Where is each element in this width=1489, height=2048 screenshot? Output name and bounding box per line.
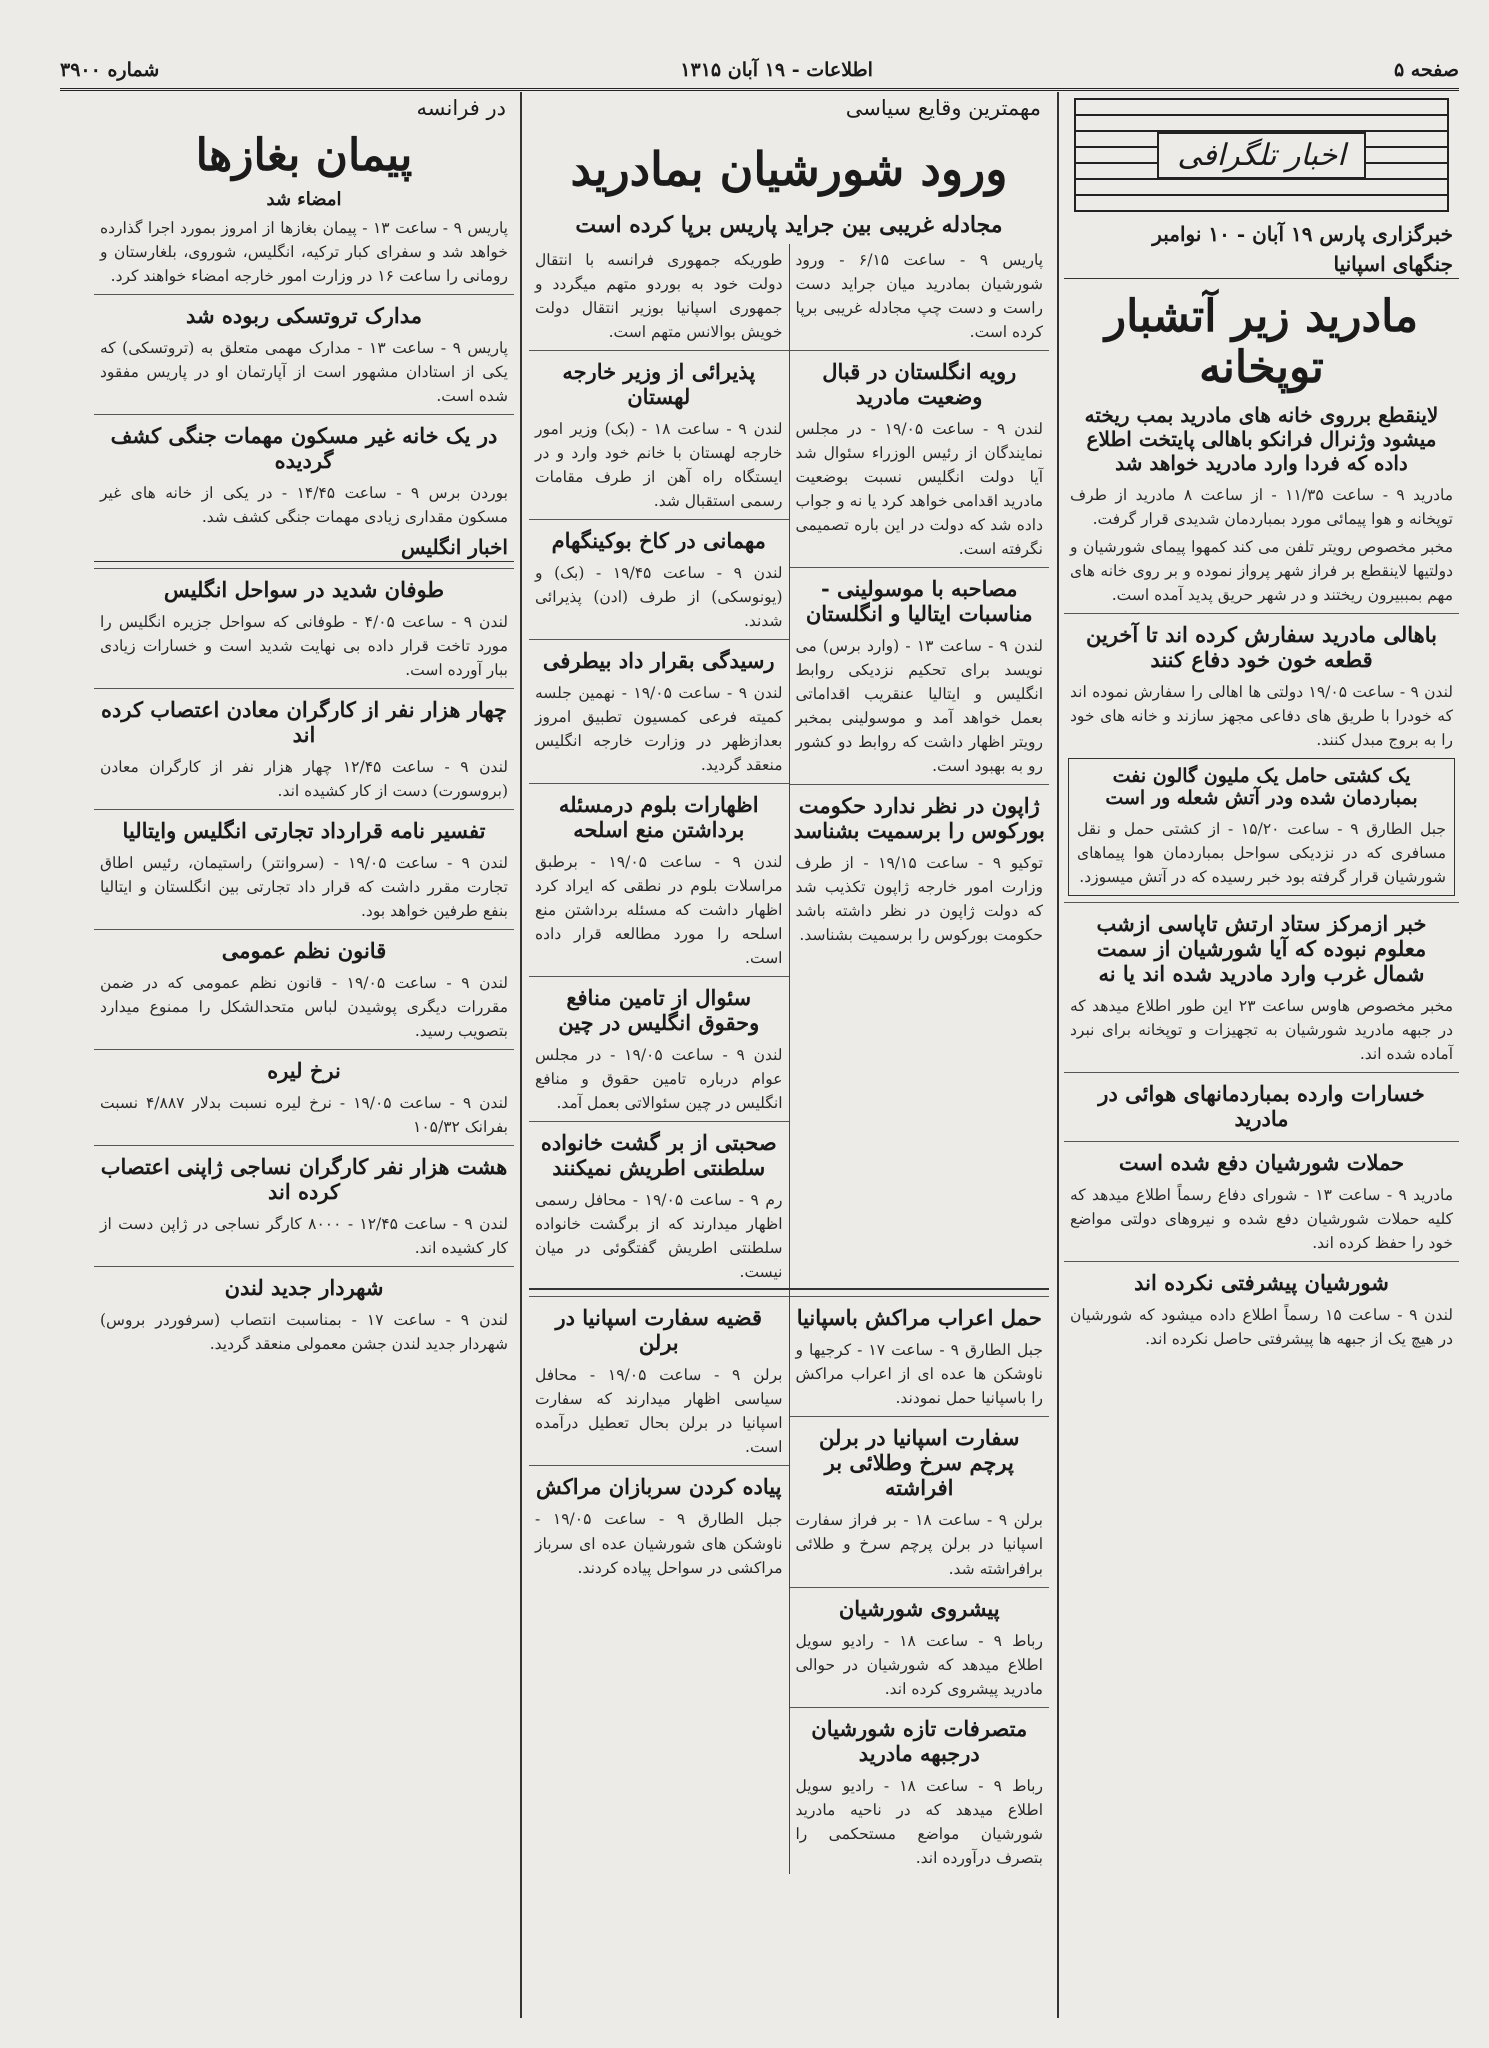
paragraph: مادرید ۹ - ساعت ۱۱/۳۵ - از ساعت ۸ مادرید از طرف توپخانه و هوا پیمائی مورد بمباردمان شدیدی قرار گرفت.	[1070, 486, 1453, 529]
main-headline: مادرید زیر آتشبار توپخانه	[1104, 291, 1419, 393]
page-number: صفحه ۵	[1393, 59, 1459, 81]
column-right	[1064, 92, 1459, 2018]
article-headline: حمل اعراب مراکش باسپانیا	[790, 1296, 1050, 1334]
boxed-article	[1068, 758, 1455, 896]
paragraph: لندن ۹ - ساعت ۱۹/۰۵ دولتی ها اهالی را سفارش نموده اند که خودرا با طریق های دفاعی مجهز سازند و خانه های خود را به بروج مبدل کنند.	[1070, 683, 1454, 750]
article-headline: چهار هزار نفر از کارگران معادن اعتصاب کرده اند	[94, 688, 514, 751]
paragraph: لندن ۹ - ساعت ۱۹/۰۵ - نهمین جلسه کمیته فرعی کمسیون تطبیق امروز بعدازظهر در وزارت خارجه انگلیس منعقد گردید.	[535, 684, 783, 775]
bottom-articles	[529, 1288, 1049, 1873]
article-headline: اظهارات بلوم درمسئله برداشتن منع اسلحه	[529, 783, 789, 846]
article-headline: پذیرائی از وزیر خارجه لهستان	[529, 350, 789, 413]
article-headline: مدارک تروتسکی ربوده شد	[94, 294, 514, 332]
subheadline: امضاء شد	[266, 189, 342, 210]
article-headline: رسیدگی بقرار داد بیطرفی	[529, 639, 789, 677]
paragraph: مادرید ۹ - ساعت ۱۳ - شورای دفاع رسماً اطلاع میدهد که کلیه حملات شورشیان دفع شده و نیروهای دولتی مواضع خود را حفظ کرده اند.	[1070, 1186, 1453, 1253]
paragraph: لندن ۹ - ساعت ۱۸ - (بک) وزیر امور خارجه لهستان با خانم خود وارد و در ایستگاه راه آهن از طرف مقامات رسمی استقبال شد.	[535, 420, 783, 511]
section-label: جنگهای اسپانیا	[1064, 250, 1459, 279]
article-headline: باهالی مادرید سفارش کرده اند تا آخرین قطعه خون خود دفاع کنند	[1064, 613, 1459, 676]
paragraph: طوریکه جمهوری فرانسه با انتقال دولت خود به بوردو متهم میگردد و جمهوری اسپانیا بوزیر انتقال دولت خویش بوالانس متهم است.	[535, 251, 783, 342]
paragraph: پاریس ۹ - ساعت ۱۳ - پیمان بغازها از امروز بمورد اجرا گذارده خواهد شد و سفرای کبار ترکیه، انگلیس، شوروی، بلغارستان و رومانی را ساعت ۱۶ در وزارت امور خارجه امضاء خواهند کرد.	[100, 219, 508, 286]
two-column-block	[529, 1290, 1049, 1873]
paragraph: لندن ۹ - ساعت ۱۹/۰۵ - در مجلس عوام درباره تامین حقوق و منافع انگلیس در چین سئوالاتی بعمل آمد.	[535, 1046, 783, 1113]
paragraph: لندن ۹ - ساعت ۱۹/۰۵ - نرخ لیره نسبت بدلار ۴/۸۸۷ نسبت بفرانک ۱۰۵/۳۲	[100, 1094, 508, 1137]
paragraph: لندن ۹ - ساعت ۱۷ - بمناسبت انتصاب (سرفوردر بروس) شهردار جدید لندن جشن معمولی منعقد گردید.	[100, 1311, 508, 1354]
article-headline: قانون نظم عمومی	[94, 929, 514, 967]
column-middle	[529, 92, 1049, 2018]
article-headline: رویه انگلستان در قبال وضعیت مادرید	[790, 350, 1050, 413]
article-headline: حملات شورشیان دفع شده است	[1064, 1141, 1459, 1179]
column-left	[94, 92, 514, 2018]
paragraph: لندن ۹ - ساعت ۱۹/۰۵ - برطبق مراسلات بلوم در نطقی که ایراد کرد اظهار داشت که مسئله برداشتن منع اسلحه را مورد مطالعه قرار داده است.	[535, 853, 783, 968]
subcolumn	[529, 244, 790, 1288]
article-headline: مهمانی در کاخ بوکینگهام	[529, 519, 789, 557]
issue-number: شماره ۳۹۰۰	[60, 59, 160, 81]
two-column-block	[529, 244, 1049, 1288]
paragraph: لندن ۹ - ساعت ۱۲/۴۵ چهار هزار نفر از کارگران معادن (بروسورت) دست از کار کشیده اند.	[100, 758, 508, 801]
article-headline: مصاحبه با موسولینی - مناسبات ایتالیا و انگلستان	[790, 567, 1050, 630]
paragraph: رم ۹ - ساعت ۱۹/۰۵ - محافل رسمی اظهار میدارند که از برگشت خانواده سلطنتی اطریش گفتگوئی در میان نیست.	[535, 1191, 783, 1282]
article-headline: شورشیان پیشرفتی نکرده اند	[1064, 1261, 1459, 1299]
paragraph: جبل الطارق ۹ - ساعت ۱۵/۲۰ - از کشتی حمل و نقل مسافری که در نزدیکی سواحل بمباردمان هوا پیماهای شورشیان قرار گرفته بود خبر رسیده که در آتش میسوزد.	[1077, 820, 1446, 887]
article-headline: یک کشتی حامل یک ملیون گالون نفت بمباردمان شده ودر آتش شعله ور است	[1105, 765, 1418, 810]
page-date: اطلاعات - ۱۹ آبان ۱۳۱۵	[680, 59, 873, 81]
paragraph: برلن ۹ - ساعت ۱۸ - بر فراز سفارت اسپانیا در برلن پرچم سرخ و طلائی برافراشته شد.	[795, 1511, 1043, 1578]
paragraph: رباط ۹ - ساعت ۱۸ - رادیو سویل اطلاع میدهد که شورشیان در حوالی مادرید پیشروی کرده اند.	[795, 1631, 1043, 1698]
subcolumn	[790, 244, 1050, 1288]
page-header	[60, 52, 1459, 91]
agency-line: خبرگزاری پارس ۱۹ آبان - ۱۰ نوامبر	[1152, 222, 1453, 246]
paragraph: لندن ۹ - ساعت ۱۹/۰۵ - در مجلس نمایندگان از رئیس الوزراء سئوال شد آیا دولت انگلیس نسبت بوضعیت مادرید اقدامی خواهد کرد یا نه و جواب داده شد که دولت در این باره تصمیمی نگرفته است.	[795, 420, 1043, 559]
paragraph: لندن ۹ - ساعت ۴/۰۵ - طوفانی که سواحل جزیره انگلیس را مورد تاخت قرار داده بی نهایت شدید است و خسارات زیادی ببار آورده است.	[100, 613, 508, 680]
article-headline: سئوال از تامین منافع وحقوق انگلیس در چین	[529, 976, 789, 1039]
section-label: اخبار انگلیس	[94, 533, 514, 562]
article-headline: متصرفات تازه شورشیان درجبهه مادرید	[790, 1707, 1050, 1770]
article-headline: پیشروی شورشیان	[790, 1587, 1050, 1625]
telegraph-news-masthead: اخبار تلگرافی	[1074, 98, 1449, 212]
paragraph: لندن ۹ - ساعت ۱۹/۰۵ - قانون نظم عمومی که در ضمن مقررات دیگری پوشیدن لباس متحدالشکل را ممنوع میدارد بتصویب رسید.	[100, 974, 509, 1041]
column-divider	[520, 92, 522, 2018]
paragraph: مخبر مخصوص هاوس ساعت ۲۳ این طور اطلاع میدهد که در جبهه مادرید شورشیان به تجهیزات و توپخانه برای نبرد آماده شده اند.	[1070, 997, 1453, 1064]
article-headline: قضیه سفارت اسپانیا در برلن	[529, 1296, 789, 1359]
paragraph: رباط ۹ - ساعت ۱۸ - رادیو سویل اطلاع میدهد که در ناحیه مادرید شورشیان مواضع مستحکمی را بتصرف درآورده اند.	[795, 1776, 1043, 1867]
paragraph: برلن ۹ - ساعت ۱۹/۰۵ - محافل سیاسی اظهار میدارند که سفارت اسپانیا در برلن بحال تعطیل درآمده است.	[535, 1366, 783, 1457]
column-divider	[1057, 92, 1059, 2018]
paragraph: توکیو ۹ - ساعت ۱۹/۱۵ - از طرف وزارت امور خارجه ژاپون تکذیب شد که دولت ژاپون در نظر داشته باشد حکومت بورکوس را برسمیت بشناسد.	[795, 854, 1043, 945]
section-kicker: مهمترین وقایع سیاسی	[845, 96, 1041, 120]
article-headline: شهردار جدید لندن	[94, 1266, 514, 1304]
article-headline: ژاپون در نظر ندارد حکومت بورکوس را برسمیت بشناسد	[790, 784, 1050, 847]
article-headline: طوفان شدید در سواحل انگلیس	[94, 568, 514, 606]
article-headline: نرخ لیره	[94, 1049, 514, 1087]
article-headline: در یک خانه غیر مسکون مهمات جنگی کشف گردیده	[94, 414, 514, 477]
paragraph: پاریس ۹ - ساعت ۶/۱۵ - ورود شورشیان بمادرید میان جراید دست راست و دست چپ مجادله غریبی برپا کرده است.	[795, 251, 1044, 342]
main-headline: پیمان بغازها	[195, 130, 413, 181]
paragraph: پاریس ۹ - ساعت ۱۳ - مدارک مهمی متعلق به (تروتسکی) که یکی از استادان مشهور است از آپارتمان او در پاریس مفقود شده است.	[100, 339, 508, 406]
article-headline: صحبتی از بر گشت خانواده سلطنتی اطریش نمیکنند	[529, 1121, 789, 1184]
paragraph: جبل الطارق ۹ - ساعت ۱۷ - کرجیها و ناوشکن ها عده ای از اعراب مراکش را باسپانیا حمل نمودند.	[795, 1341, 1043, 1408]
article-headline: تفسیر نامه قرارداد تجارتی انگلیس وایتالیا	[94, 809, 514, 847]
paragraph: لندن ۹ - ساعت ۱۲/۴۵ - ۸۰۰۰ کارگر نساجی در ژاپن دست از کار کشیده اند.	[100, 1215, 508, 1258]
subcolumn	[529, 1290, 790, 1873]
subheadline: مجادله غریبی بین جراید پاریس برپا کرده است	[575, 212, 1003, 238]
article-headline: خبر ازمرکز ستاد ارتش تاپاسی ازشب معلوم نبوده که آیا شورشیان از سمت شمال غرب وارد مادرید شده اند یا نه	[1064, 902, 1459, 990]
paragraph: جبل الطارق ۹ - ساعت ۱۹/۰۵ - ناوشکن های شورشیان عده ای سرباز مراکشی در سواحل پیاده کردند.	[535, 1510, 783, 1577]
paragraph: لندن ۹ - ساعت ۱۹/۰۵ - (سروانتر) راستیمان، رئیس اطاق تجارت مقرر داشت که قرار داد تجارتی بین انگلستان و ایتالیا بنفع طرفین خواهد بود.	[100, 854, 508, 921]
paragraph: لندن ۹ - ساعت ۱۹/۴۵ - (بک) و (یونوسکی) از طرف (ادن) پذیرائی شدند.	[535, 564, 783, 631]
article-headline: هشت هزار نفر کارگران نساجی ژاپنی اعتصاب کرده اند	[94, 1145, 514, 1208]
subcolumn	[790, 1290, 1050, 1873]
article-headline: سفارت اسپانیا در برلن پرچم سرخ وطلائی بر افراشته	[790, 1416, 1050, 1504]
paragraph: لندن ۹ - ساعت ۱۳ - (وارد برس) می نویسد برای تحکیم نزدیکی روابط انگلیس و ایتالیا عنقریب اقداماتی بعمل خواهد آمد و موسولینی بمخبر رویتر اظهار داشت که روابط دو کشور رو به بهبود است.	[795, 637, 1043, 776]
paragraph: لندن ۹ - ساعت ۱۵ رسماً اطلاع داده میشود که شورشیان در هیچ یک از جبهه ها پیشرفتی حاصل نکرده اند.	[1070, 1306, 1453, 1349]
subheadline: لاینقطع برروی خانه های مادرید بمب ریخته میشود وژنرال فرانکو باهالی پایتخت اطلاع داده که فردا وارد مادرید خواهد شد	[1084, 403, 1439, 475]
paragraph: بوردن برس ۹ - ساعت ۱۴/۴۵ - در یکی از خانه های غیر مسکون مقداری زیادی مهمات جنگی کشف شد.	[100, 484, 508, 527]
paragraph: مخبر مخصوص رویتر تلفن می کند کمهوا پیمای شورشیان و دولتیها لاینقطع بر فراز شهر پرواز نموده و بر روی خانه های مهم بمببیرون ریختند و در شهر حریق پدید آمده است.	[1070, 538, 1453, 605]
section-kicker: در فرانسه	[416, 96, 506, 120]
article-headline: پیاده کردن سربازان مراکش	[529, 1465, 789, 1503]
main-headline: ورود شورشیان بمادرید	[570, 142, 1008, 196]
article-headline: خسارات وارده بمباردمانهای هوائی در مادرید	[1064, 1072, 1459, 1135]
